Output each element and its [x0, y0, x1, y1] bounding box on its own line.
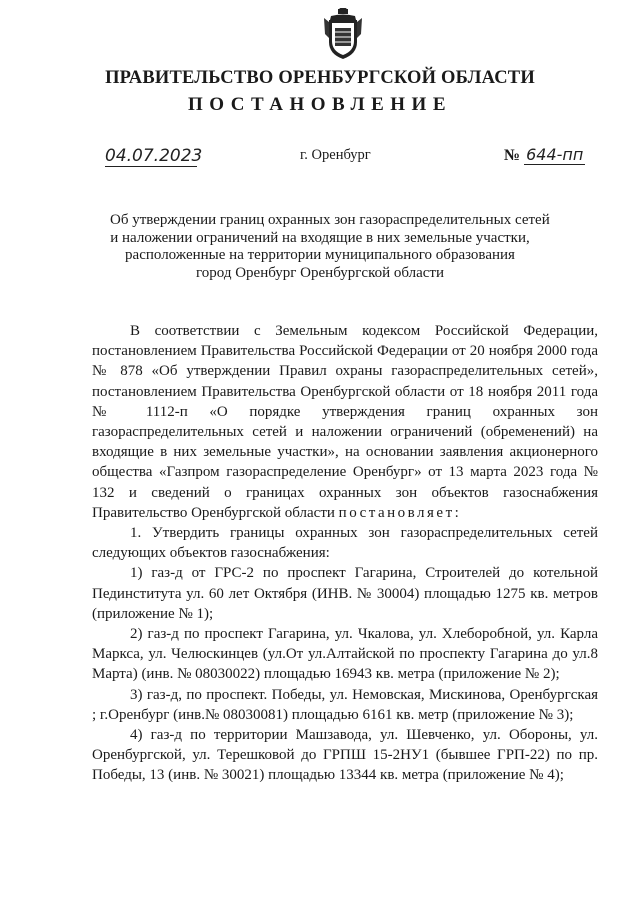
- number-value: 644-пп: [526, 145, 584, 164]
- document-body: [92, 321, 598, 786]
- number-sign: №: [504, 147, 521, 164]
- document-subject: [110, 212, 550, 282]
- document-number: [504, 145, 604, 166]
- subclause-4: 4) газ-д по территории Машзавода, ул. Шевченко, ул. Обороны, ул. Оренбургской, ул. Терешковой до ГРПШ 15-2НУ1 (бывшее ГРП-22) по пр. Победы, 13 (инв. № 30021) площадью 13344 кв. метра (приложение № 4);: [92, 727, 598, 784]
- document-type-title: ПОСТАНОВЛЕНИЕ: [187, 94, 453, 115]
- document-date: 04.07.2023: [105, 146, 203, 166]
- preamble-text: В соответствии с Земельным кодексом Российской Федерации, постановлением Правительства Российской Федерации от 20 ноября 2000 года № 878 «Об утверждении Правил охраны газораспределительных сетей», постановлением Правительства Оренбургской области от 18 ноября 2011 года № 1112-п «О порядке утверждения границ охранных зон газораспределительных сетей и наложении ограничений (обременений) на входящие в них земельные участки», на основании заявления акционерного общества «Газпром газораспределение Оренбург» от 13 марта 2023 года № 132 и сведений о границах охранных зон объектов газоснабжения Правительство Оренбургской области: [92, 323, 598, 521]
- subclause-2: 2) газ-д по проспект Гагарина, ул. Чкалова, ул. Хлеборобной, ул. Карла Маркса, ул. Челюскинцев (ул.От ул.Алтайской по проспекту Гагарина до ул.8 Марта) (инв. № 08030022) площадью 16943 кв. метра (приложение № 2);: [92, 626, 598, 683]
- decree-word: постановляет:: [338, 504, 462, 521]
- subject-line: расположенные на территории муниципального образования: [125, 247, 515, 263]
- subject-line: Об утверждении границ охранных зон газораспределительных сетей: [110, 212, 550, 228]
- clause-1: 1. Утвердить границы охранных зон газораспределительных сетей следующих объектов газоснабжения:: [92, 525, 598, 562]
- subclause-3: 3) газ-д, по проспект. Победы, ул. Немовская, Мискинова, Оренбургская ; г.Оренбург (инв.№ 08030081) площадью 6161 кв. метр (приложение № 3);: [92, 686, 598, 723]
- subject-line: город Оренбург Оренбургской области: [195, 264, 445, 281]
- coat-of-arms-icon: [323, 8, 363, 60]
- subject-line: и наложении ограничений на входящие в них земельные участки,: [110, 229, 530, 246]
- preamble-paragraph: [92, 321, 598, 523]
- document-city: г. Оренбург: [300, 147, 371, 163]
- government-title: ПРАВИТЕЛЬСТВО ОРЕНБУРГСКОЙ ОБЛАСТИ: [105, 68, 535, 88]
- subclause-1: 1) газ-д от ГРС-2 по проспект Гагарина, Строителей до котельной Пединститута ул. 60 лет Октября (ИНВ. № 30004) площадью 1275 кв. метров (приложение № 1);: [92, 565, 598, 622]
